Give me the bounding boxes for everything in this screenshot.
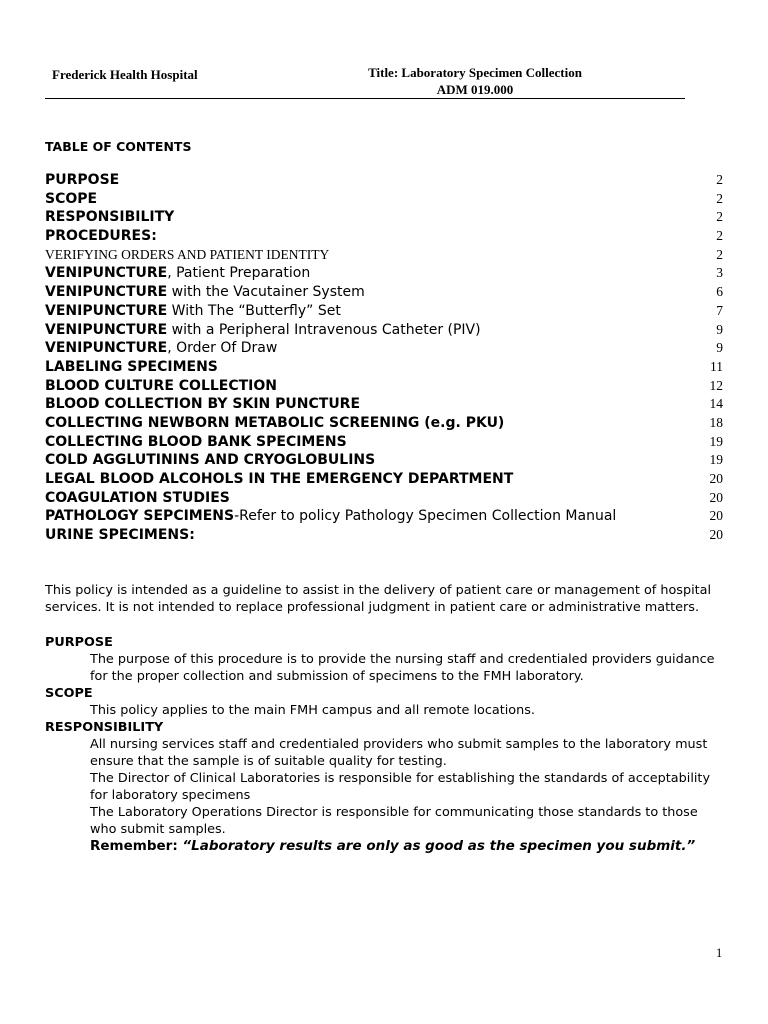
toc-entry-label (45, 190, 97, 209)
toc-entry-label (45, 246, 329, 265)
toc-entry (45, 339, 723, 358)
toc-entry-bold-text: SCOPE (45, 190, 98, 207)
responsibility-heading: RESPONSIBILITY (45, 720, 164, 735)
toc-entry-bold-text: PATHOLOGY SEPCIMENS (45, 508, 235, 525)
toc-entry-page: 3 (716, 265, 723, 281)
toc-entry-page: 19 (709, 452, 723, 468)
toc-entry-page: 20 (709, 527, 723, 543)
toc-entry-bold-text: COLD AGGLUTININS AND CRYOGLOBULINS (45, 452, 376, 469)
toc-entry-page: 11 (710, 358, 723, 374)
toc-entry (45, 264, 723, 283)
toc-entry-label (45, 302, 341, 321)
toc-entry-bold-text: BLOOD COLLECTION BY SKIN PUNCTURE (45, 396, 361, 413)
toc-entry-label (45, 377, 277, 396)
toc-entry-bold-text: PURPOSE (45, 172, 120, 188)
toc-entry-label (45, 433, 347, 452)
toc-entry-page: 20 (709, 471, 723, 486)
toc-entry-page: 12 (709, 377, 723, 393)
toc-entry-bold-text: COLLECTING BLOOD BANK SPECIMENS (45, 433, 347, 450)
toc-entry-bold-text: VENIPUNCTURE (45, 302, 168, 319)
toc-entry-bold-text: BLOOD CULTURE COLLECTION (45, 377, 278, 394)
remember-note (45, 838, 725, 855)
remember-label: Remember: (90, 838, 178, 854)
document-title-block (330, 64, 620, 98)
toc-entry-bold-text: VENIPUNCTURE (45, 284, 168, 301)
remember-quote: “Laboratory results are only as good as the specimen you submit.” (182, 838, 696, 854)
toc-entry-text: VERIFYING ORDERS AND PATIENT IDENTITY (45, 246, 330, 262)
toc-entry-label (45, 451, 375, 470)
toc-entry-bold-text: RESPONSIBILITY (45, 209, 175, 226)
toc-entry-label (45, 321, 481, 340)
toc-entry-bold-text: URINE SPECIMENS: (45, 527, 195, 544)
toc-entry-text: with the Vacutainer System (167, 284, 365, 301)
hospital-name: Frederick Health Hospital (52, 67, 198, 82)
toc-entry-label (45, 283, 365, 302)
responsibility-paragraph-3: The Laboratory Operations Director is responsible for communicating those standards to those who submit samples. (90, 805, 698, 837)
toc-entry-page: 19 (709, 433, 723, 449)
toc-entry (45, 227, 723, 246)
toc-entry-label (45, 395, 360, 414)
toc-entry-page: 18 (709, 414, 723, 430)
document-number: ADM 019.000 (436, 82, 514, 97)
toc-entry-text: -Refer to policy Pathology Specimen Collection Manual (234, 508, 617, 525)
toc-entry-bold-text: LABELING SPECIMENS (45, 358, 218, 375)
scope-heading: SCOPE (45, 686, 93, 701)
toc-entry (45, 208, 723, 227)
toc-entry-text: with a Peripheral Intravenous Catheter (PIV) (167, 321, 481, 338)
toc-entry-page: 2 (716, 246, 723, 262)
toc-entry-bold-text: COAGULATION STUDIES (45, 489, 230, 506)
toc-entry-text: , Order Of Draw (167, 340, 278, 357)
toc-entry (45, 489, 723, 508)
toc-entry-page: 20 (709, 489, 723, 505)
toc-entry-label (45, 339, 277, 358)
toc-entry-bold-text: COLLECTING NEWBORN METABOLIC SCREENING (e.g. PKU) (45, 414, 505, 431)
header-divider (45, 98, 685, 99)
toc-entry (45, 414, 723, 433)
toc-entry-page: 9 (716, 340, 723, 356)
toc-entry-page: 7 (716, 302, 723, 318)
page-number: 1 (716, 946, 723, 960)
toc-entry (45, 358, 723, 377)
policy-disclaimer: This policy is intended as a guideline to assist in the delivery of patient care or management of hospital services. It is not intended to replace professional judgment in patient care or administrative matters. (45, 583, 712, 615)
responsibility-paragraph-2: The Director of Clinical Laboratories is responsible for establishing the standards of acceptability for laboratory specimens (90, 771, 711, 803)
toc-entry-label (45, 358, 218, 377)
toc-entry-label (45, 507, 616, 526)
toc-entry (45, 526, 723, 545)
scope-text: This policy applies to the main FMH campus and all remote locations. (90, 703, 535, 718)
toc-entry-page: 6 (716, 284, 723, 300)
responsibility-paragraph-1: All nursing services staff and credentialed providers who submit samples to the laboratory must ensure that the sample is of suitable quality for testing. (90, 737, 708, 769)
toc-entry-bold-text: LEGAL BLOOD ALCOHOLS IN THE EMERGENCY DEPARTMENT (45, 471, 514, 487)
toc-entry (45, 470, 723, 489)
toc-entry-label (45, 171, 119, 190)
toc-entry-label (45, 526, 195, 545)
purpose-heading: PURPOSE (45, 635, 113, 650)
toc-entry (45, 377, 723, 396)
toc-entry-page: 20 (709, 508, 723, 524)
toc-heading: TABLE OF CONTENTS (45, 139, 192, 154)
toc-entry-bold-text: PROCEDURES: (45, 228, 157, 245)
toc-entry-page: 2 (716, 190, 723, 206)
toc-entry (45, 190, 723, 209)
toc-entry-text: , Patient Preparation (167, 265, 311, 282)
toc-entry (45, 451, 723, 470)
toc-entry-bold-text: VENIPUNCTURE (45, 265, 168, 282)
toc-entry-page: 14 (709, 396, 723, 412)
toc-entry-page: 2 (716, 209, 723, 225)
toc-entry-page: 9 (716, 321, 723, 337)
toc-entry-label (45, 227, 157, 246)
purpose-text: The purpose of this procedure is to provide the nursing staff and credentialed providers guidance for the proper collection and submission of specimens to the FMH laboratory. (90, 652, 715, 684)
toc-entry (45, 507, 723, 526)
toc-entry (45, 246, 723, 265)
toc-entry (45, 395, 723, 414)
toc-entry-page: 2 (716, 172, 723, 187)
toc-entry-label (45, 489, 230, 508)
toc-entry (45, 433, 723, 452)
toc-entry (45, 171, 723, 190)
toc-entry-page: 2 (716, 228, 723, 244)
toc-entry (45, 283, 723, 302)
toc-entry (45, 302, 723, 321)
document-title: Title: Laboratory Specimen Collection (368, 65, 582, 80)
toc-entry-bold-text: VENIPUNCTURE (45, 321, 168, 338)
toc-entry-text: With The “Butterfly” Set (167, 302, 341, 319)
table-of-contents (45, 171, 723, 545)
toc-entry (45, 321, 723, 340)
toc-entry-bold-text: VENIPUNCTURE (45, 340, 168, 357)
toc-entry-label (45, 264, 310, 283)
toc-entry-label (45, 470, 513, 489)
policy-body (45, 634, 725, 855)
toc-entry-label (45, 208, 174, 227)
toc-entry-label (45, 414, 504, 433)
